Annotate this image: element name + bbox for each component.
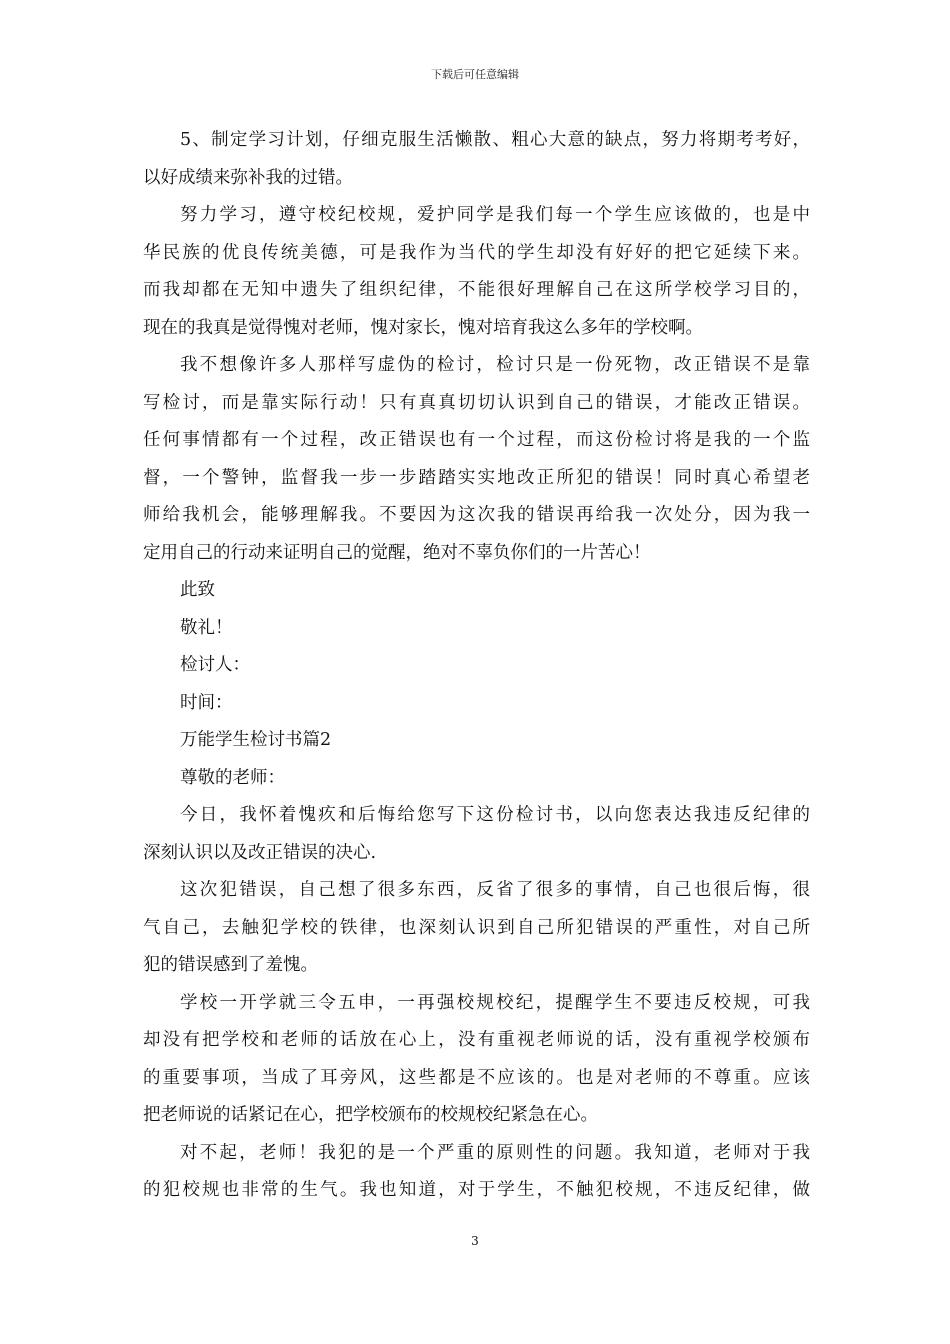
document-body: [143, 122, 810, 1210]
text-line: 5、制定学习计划，仔细克服生活懒散、粗心大意的缺点，努力将期考考好，: [180, 130, 810, 150]
text-line: 深刻认识以及改正错误的决心.: [143, 842, 377, 863]
text-line: 的重要事项，当成了耳旁风，这些都是不应该的。也是对老师的不尊重。应该: [143, 1067, 810, 1088]
text-line: 现在的我真是觉得愧对老师，愧对家长，愧对培育我这么多年的学校啊。: [143, 317, 703, 338]
text-line: 气自己，去触犯学校的铁律，也深刻认识到自己所犯错误的严重性，对自己所: [143, 917, 810, 938]
date-label: 时间：: [180, 692, 233, 713]
text-line: 把老师说的话紧记在心，把学校颁布的校规校纪紧急在心。: [143, 1105, 598, 1125]
text-line: 督，一个警钟，监督我一步一步踏踏实实地改正所犯的错误！同时真心希望老: [143, 467, 810, 488]
text-line: 却没有把学校和老师的话放在心上，没有重视老师说的话，没有重视学校颁布: [143, 1030, 810, 1050]
text-line: 学校一开学就三令五申，一再强校规校纪，提醒学生不要违反校规，可我: [180, 992, 810, 1013]
text-line: 对不起，老师！我犯的是一个严重的原则性的问题。我知道，老师对于我: [180, 1142, 810, 1163]
section-title: 万能学生检讨书篇2: [180, 730, 332, 750]
text-line: 任何事情都有一个过程，改正错误也有一个过程，而这份检讨将是我的一个监: [143, 430, 810, 450]
text-line: 我不想像许多人那样写虚伪的检讨，检讨只是一份死物，改正错误不是靠: [180, 355, 810, 375]
text-line: 而我却都在无知中遗失了组织纪律，不能很好理解自己在这所学校学习目的，: [143, 280, 810, 300]
text-line: 华民族的优良传统美德，可是我作为当代的学生却没有好好的把它延续下来。: [143, 242, 810, 263]
text-line: 师给我机会，能够理解我。不要因为这次我的错误再给我一次处分，因为我一: [143, 505, 810, 525]
text-line: 的犯校规也非常的生气。我也知道，对于学生，不触犯校规，不违反纪律，做: [143, 1180, 810, 1200]
text-line: 这次犯错误，自己想了很多东西，反省了很多的事情，自己也很后悔，很: [180, 880, 810, 900]
text-line: 犯的错误感到了羞愧。: [143, 955, 318, 975]
text-line: 以好成绩来弥补我的过错。: [143, 167, 353, 188]
text-line: 写检讨，而是靠实际行动！只有真真切切认识到自己的错误，才能改正错误。: [143, 392, 810, 413]
text-line: 今日，我怀着愧疚和后悔给您写下这份检讨书，以向您表达我违反纪律的: [180, 805, 810, 825]
signature-label: 检讨人：: [180, 655, 250, 675]
page-header: 下载后可任意编辑: [431, 68, 519, 81]
salutation-line: 敬礼！: [180, 617, 233, 638]
page-number: 3: [471, 1234, 479, 1248]
text-line: 定用自己的行动来证明自己的觉醒，绝对不辜负你们的一片苦心！: [143, 542, 651, 563]
greeting-line: 尊敬的老师：: [180, 767, 285, 788]
text-line: 努力学习，遵守校纪校规，爱护同学是我们每一个学生应该做的，也是中: [180, 205, 810, 225]
salutation-line: 此致: [180, 580, 215, 600]
